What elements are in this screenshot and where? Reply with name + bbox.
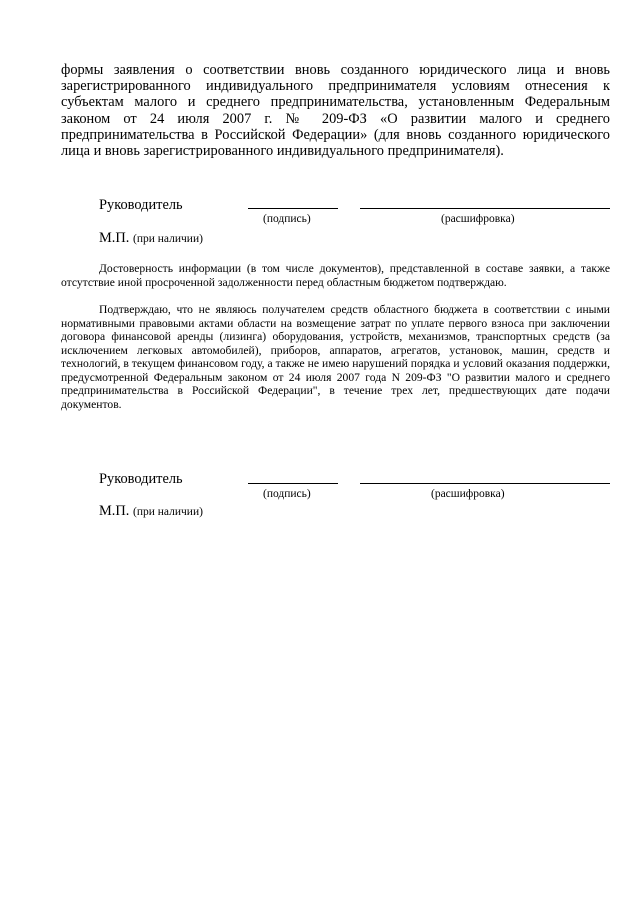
signature-role-label: Руководитель — [99, 197, 183, 213]
confirmation-paragraph-1: Достоверность информации (в том числе документов), представленной в составе заявки, а также отсутствие иной просроченной задолженности перед областным бюджетом подтверждаю. — [61, 262, 610, 289]
decoding-line — [360, 208, 610, 209]
decoding-caption-2: (расшифровка) — [431, 488, 505, 500]
stamp-abbr-2: М.П. — [99, 503, 130, 519]
signature-line-2 — [248, 483, 338, 484]
decoding-line-2 — [360, 483, 610, 484]
signature-caption: (подпись) — [263, 213, 311, 225]
stamp-abbr: М.П. — [99, 230, 130, 246]
confirmation-paragraph-2: Подтверждаю, что не являюсь получателем средств областного бюджета в соответствии с иными нормативными правовыми актами области на возмещение затрат по уплате первого взноса при заключении договора финансовой аренды (лизинга) оборудования, устройств, механизмов, транспортных средств (за исключением легковых автомобилей), приборов, аппаратов, агрегатов, установок, машин, средств и технологий, в текущем финансовом году, а также не имею нарушений порядка и условий оказания поддержки, предусмотренной Федеральным законом от 24 июля 2007 года N 209-ФЗ "О развитии малого и среднего предпринимательства в Российской Федерации", в течение трех лет, предшествующих дате подачи документов. — [61, 303, 610, 411]
signature-role-label-2: Руководитель — [99, 471, 183, 487]
decoding-caption: (расшифровка) — [441, 213, 515, 225]
signature-caption-2: (подпись) — [263, 488, 311, 500]
stamp-note: (при наличии) — [133, 233, 203, 245]
stamp-label-2 — [99, 503, 203, 520]
stamp-label — [99, 230, 203, 247]
stamp-note-2: (при наличии) — [133, 506, 203, 518]
signature-line — [248, 208, 338, 209]
intro-paragraph: формы заявления о соответствии вновь созданного юридического лица и вновь зарегистрированного индивидуального предпринимателя условиям отнесения к субъектам малого и среднего предпринимательства, установленным Федеральным законом от 24 июля 2007 г. № 209-ФЗ «О развитии малого и среднего предпринимательства в Российской Федерации» (для вновь созданного юридического лица и вновь зарегистрированного индивидуального предпринимателя). — [61, 62, 610, 160]
